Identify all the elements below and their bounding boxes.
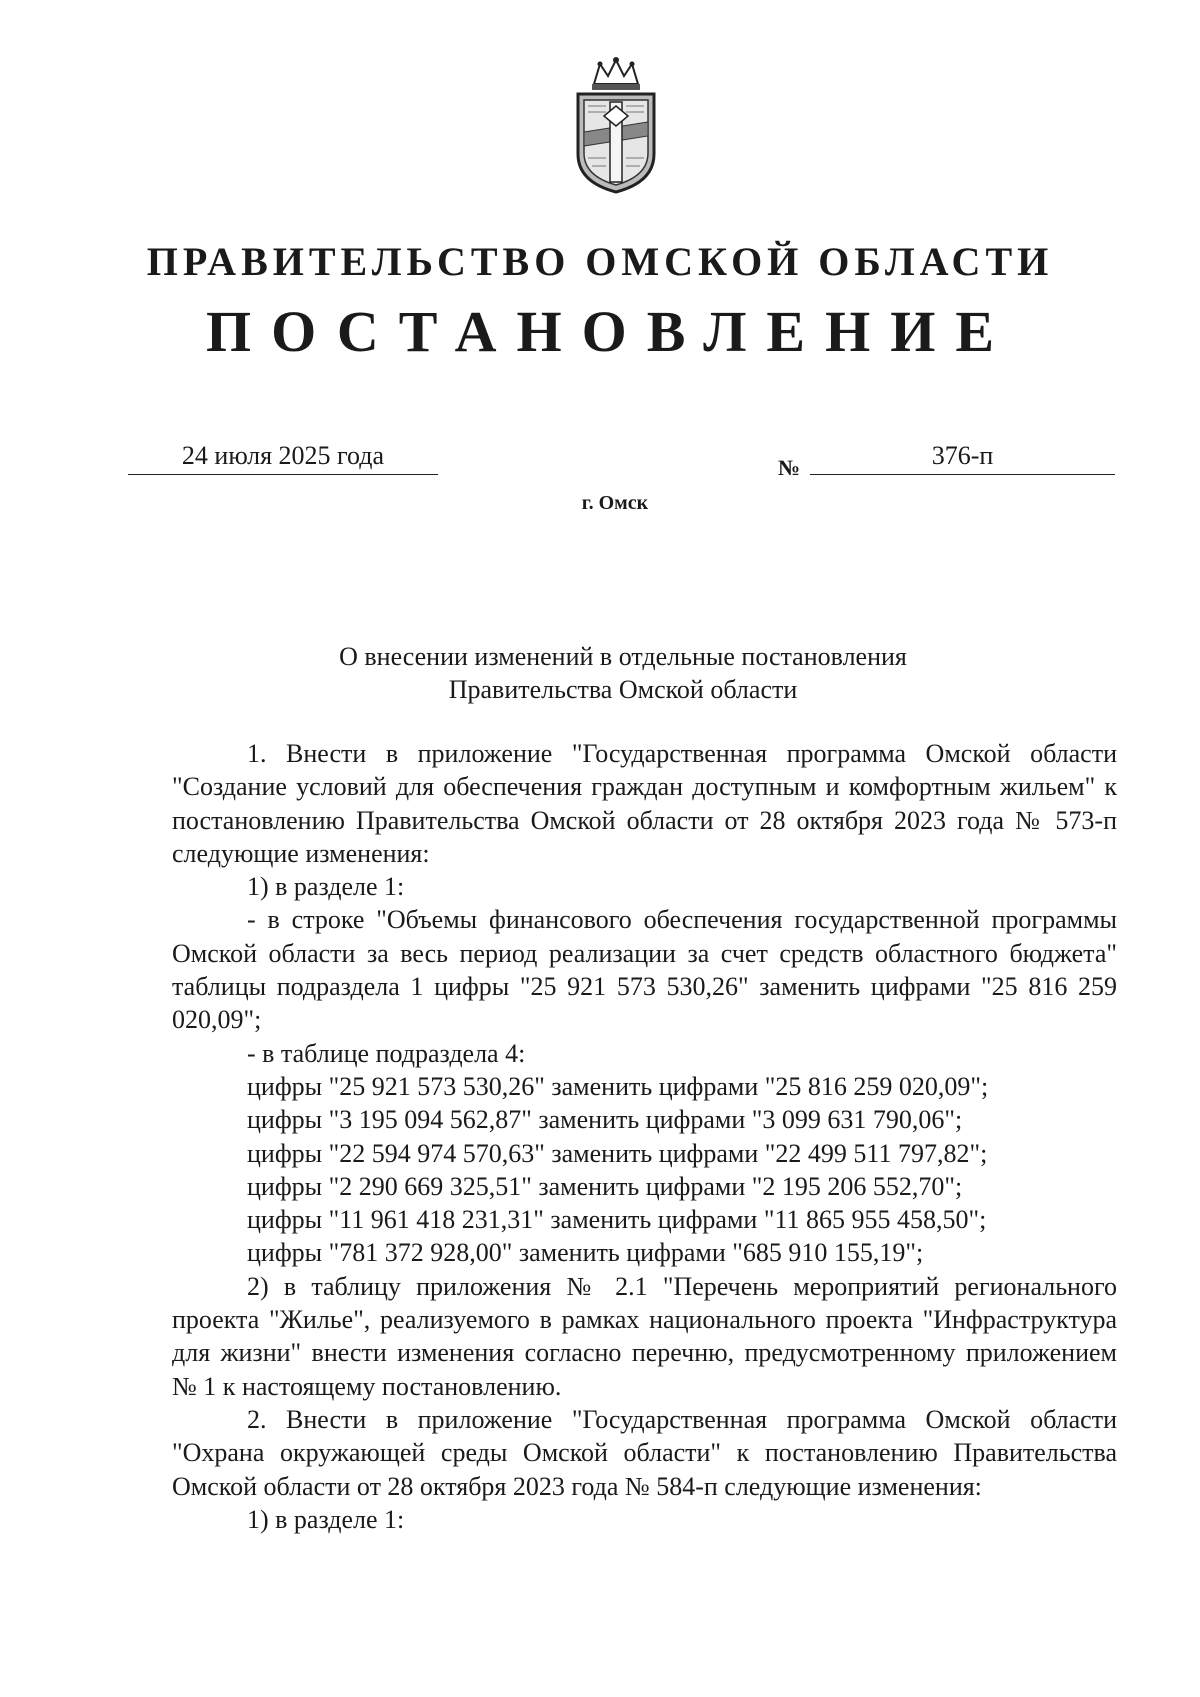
replacement-item: цифры "22 594 974 570,63" заменить цифрами "22 499 511 797,82"; <box>247 1138 988 1168</box>
omsk-region-coat-of-arms-icon <box>566 54 666 194</box>
paragraph-1-2: 2) в таблицу приложения № 2.1 "Перечень мероприятий регионального проекта "Жилье", реализуемого в рамках национального проекта "Инфраструктура для жизни" внести изменения согласно перечню, предусмотренному приложением № 1 к настоящему постановлению. <box>172 1271 1117 1401</box>
paragraph-2: 2. Внести в приложение "Государственная программа Омской области "Охрана окружающей среды Омской области" к постановлению Правительства Омской области от 28 октября 2023 года № 584-п следующие изменения: <box>172 1404 1117 1501</box>
document-kind: ПОСТАНОВЛЕНИЕ <box>205 299 1015 364</box>
paragraph-2-1: 1) в разделе 1: <box>247 1504 405 1534</box>
document-title-line: О внесении изменений в отдельные постановления <box>339 642 907 671</box>
number-sign: № <box>778 455 801 480</box>
replacement-item: цифры "781 372 928,00" заменить цифрами "685 910 155,19"; <box>247 1238 924 1268</box>
document-title-line: Правительства Омской области <box>448 675 798 704</box>
replacement-item: цифры "11 961 418 231,31" заменить цифрами "11 865 955 458,50"; <box>247 1205 987 1235</box>
paragraph-1: 1. Внести в приложение "Государственная программа Омской области "Создание условий для обеспечения граждан доступным и комфортным жильем" к постановлению Правительства Омской области от 28 октября 2023 года № 573-п следующие изменения: <box>172 739 1117 868</box>
document-city: г. Омск <box>581 492 649 514</box>
paragraph-1-1-a: - в строке "Объемы финансового обеспечения государственной программы Омской области за весь период реализации за счет средств областного бюджета" таблицы подраздела 1 цифры "25 921 573 530,26" заменить цифрами "25 816 259 020,09"; <box>172 905 1117 1035</box>
paragraph-1-1-b: - в таблице подраздела 4: <box>247 1038 526 1068</box>
document-number: 376-п <box>810 440 1115 475</box>
replacement-item: цифры "3 195 094 562,87" заменить цифрами "3 099 631 790,06"; <box>247 1105 963 1135</box>
replacement-item: цифры "2 290 669 325,51" заменить цифрами "2 195 206 552,70"; <box>247 1171 963 1201</box>
replacement-item: цифры "25 921 573 530,26" заменить цифрами "25 816 259 020,09"; <box>247 1071 989 1101</box>
paragraph-1-1: 1) в разделе 1: <box>247 872 405 902</box>
document-title <box>0 640 1200 706</box>
document-body <box>172 737 1117 1536</box>
document-date: 24 июля 2025 года <box>128 440 438 475</box>
organization-name: ПРАВИТЕЛЬСТВО ОМСКОЙ ОБЛАСТИ <box>146 239 1054 284</box>
